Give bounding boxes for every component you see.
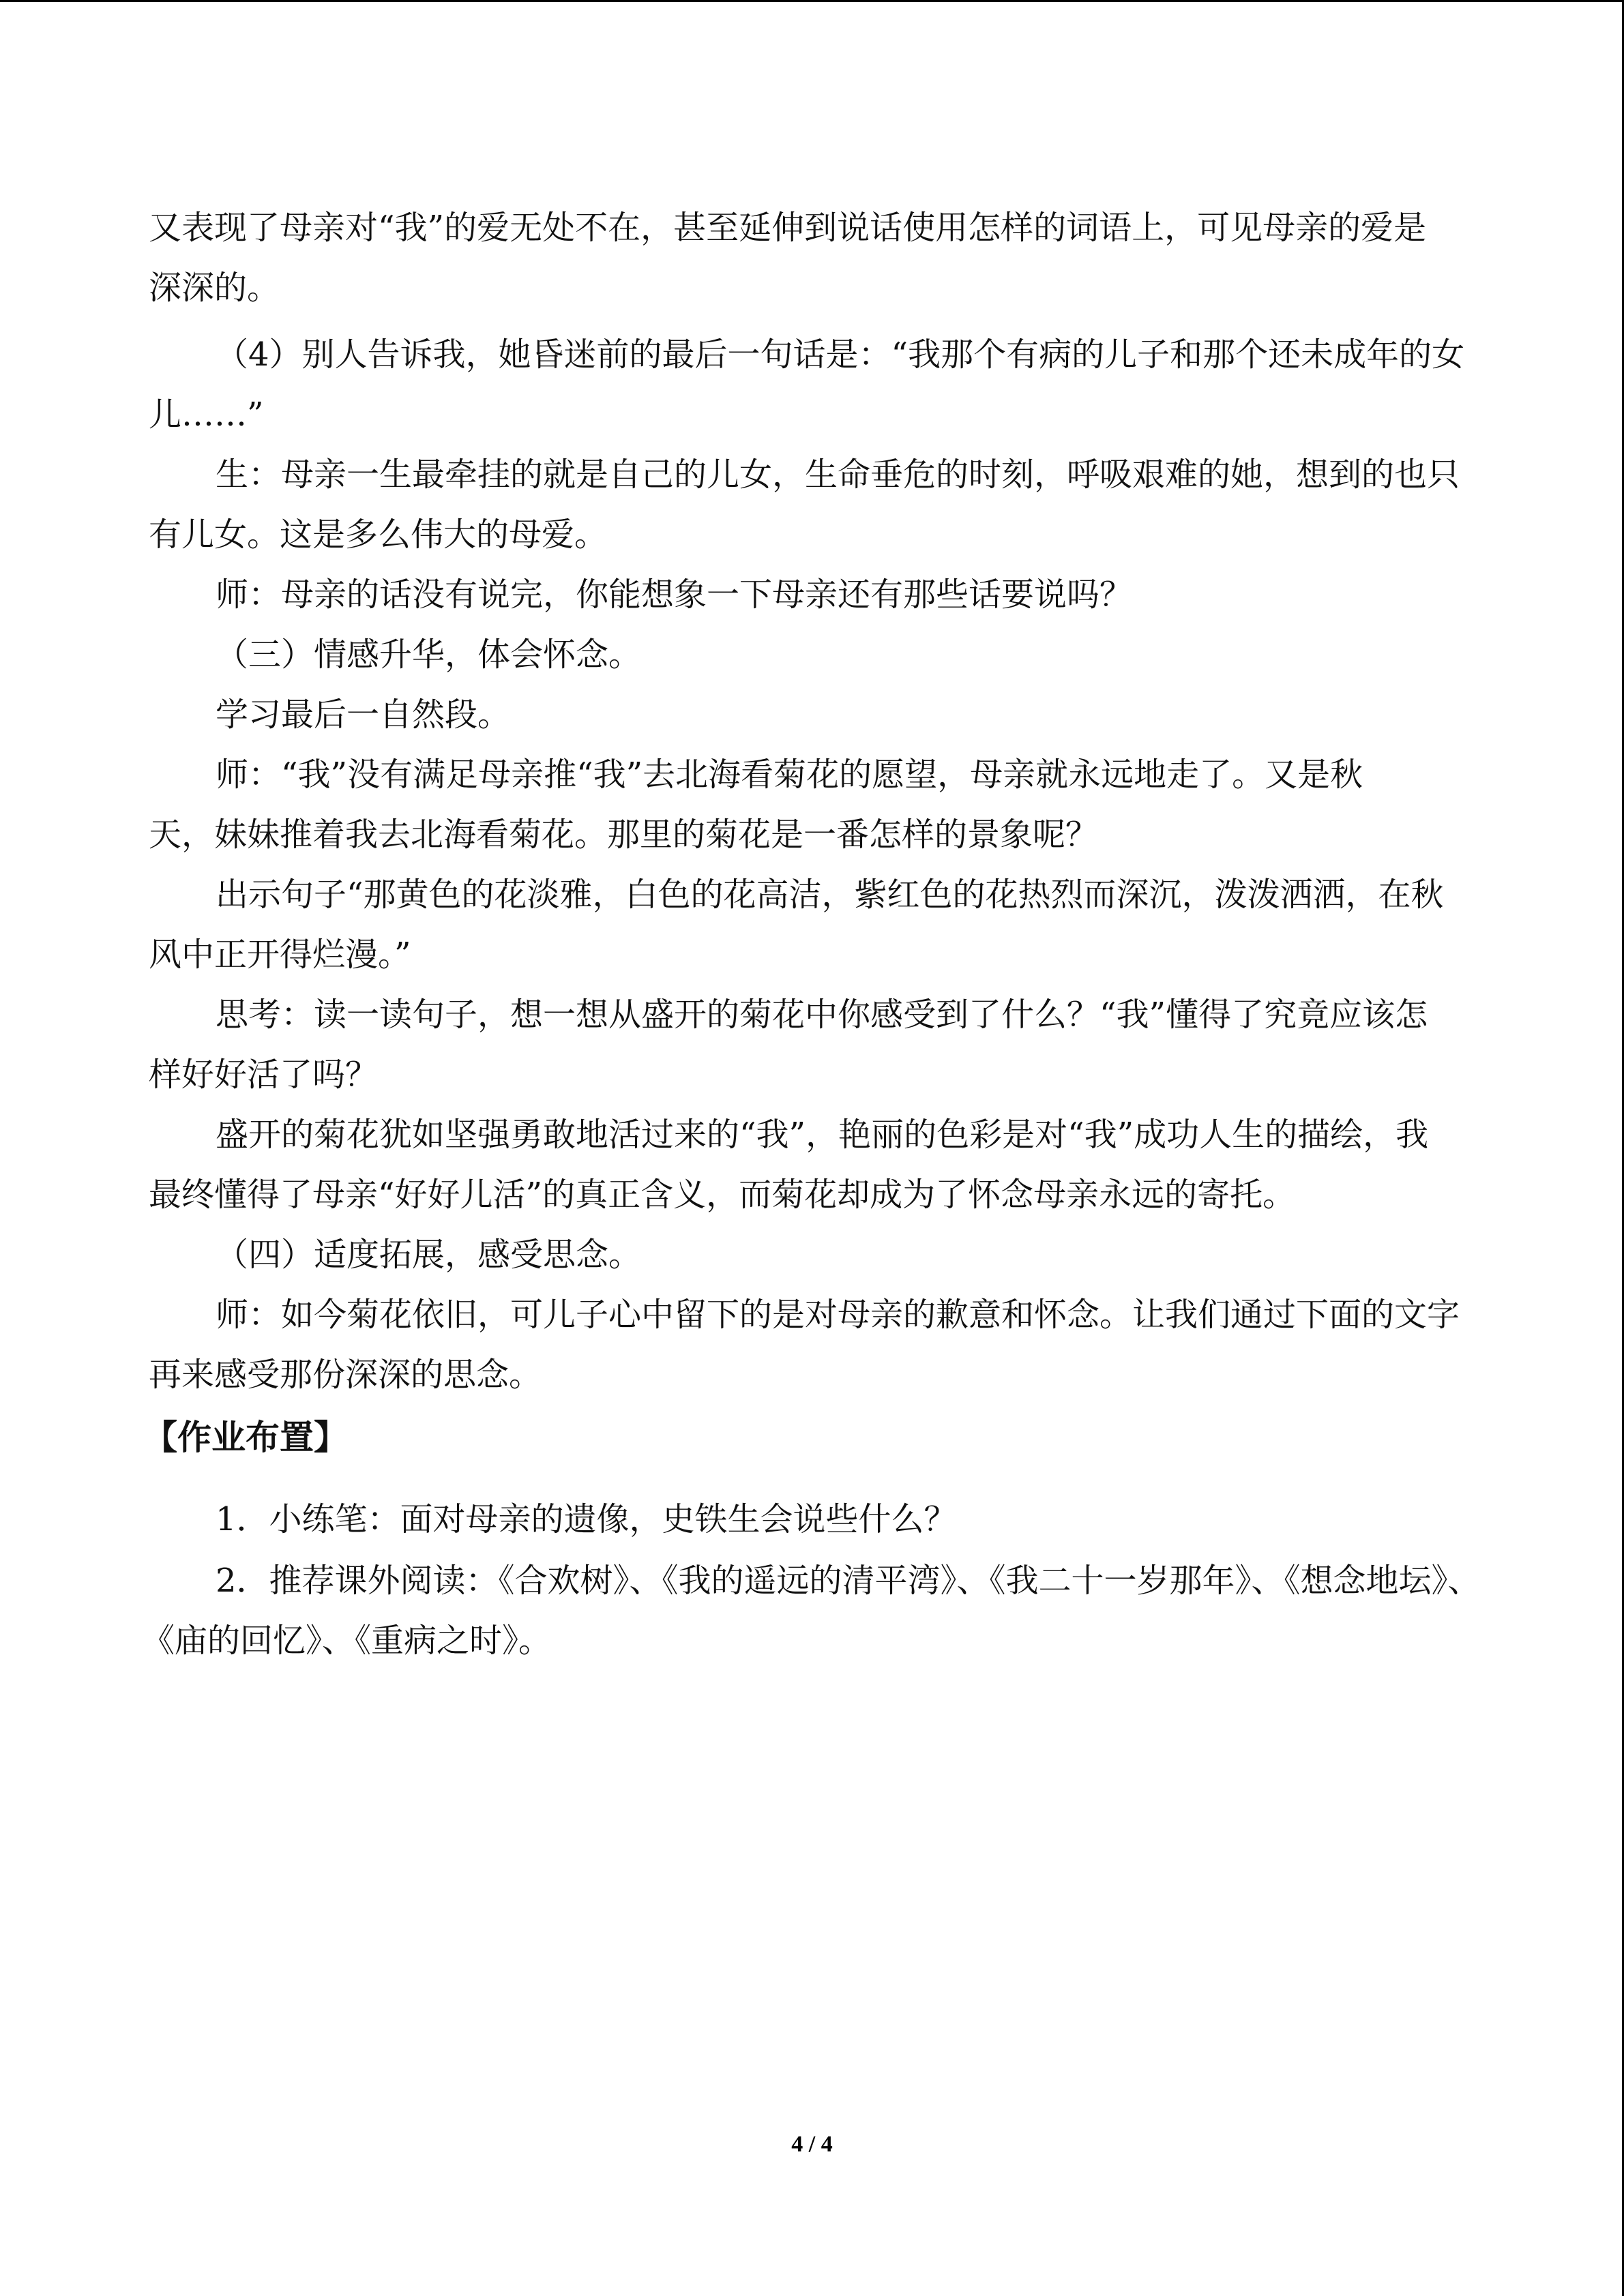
body-line: 有儿女。这是多么伟大的母爱。 — [149, 516, 608, 554]
body-line: 风中正开得烂漫。” — [149, 936, 411, 974]
body-line: 师：母亲的话没有说完，你能想象一下母亲还有那些话要说吗？ — [216, 576, 1133, 614]
body-line: （4）别人告诉我，她昏迷前的最后一句话是：“我那个有病的儿子和那个还未成年的女 — [216, 336, 1465, 374]
body-line: 学习最后一自然段。 — [216, 696, 511, 734]
body-line: 出示句子“那黄色的花淡雅，白色的花高洁，紫红色的花热烈而深沉，泼泼洒洒，在秋 — [216, 876, 1444, 914]
body-line: 又表现了母亲对“我”的爱无处不在，甚至延伸到说话使用怎样的词语上，可见母亲的爱是 — [149, 209, 1427, 247]
homework-item: 1．小练笔：面对母亲的遗像，史铁生会说些什么？ — [216, 1500, 957, 1538]
body-line: 盛开的菊花犹如坚强勇敢地活过来的“我”，艳丽的色彩是对“我”成功人生的描绘，我 — [216, 1116, 1429, 1154]
body-line: 最终懂得了母亲“好好儿活”的真正含义，而菊花却成为了怀念母亲永远的寄托。 — [149, 1176, 1296, 1214]
section-heading: （四）适度拓展，感受思念。 — [216, 1236, 642, 1274]
body-line: 生：母亲一生最牵挂的就是自己的儿女，生命垂危的时刻，呼吸艰难的她，想到的也只 — [216, 456, 1460, 494]
body-line: 师：如今菊花依旧，可儿子心中留下的是对母亲的歉意和怀念。让我们通过下面的文字 — [216, 1296, 1460, 1334]
page-number: 4 / 4 — [791, 2132, 833, 2157]
body-line: 思考：读一读句子，想一想从盛开的菊花中你感受到了什么？“我”懂得了究竟应该怎 — [216, 996, 1428, 1034]
homework-item: 2．推荐课外阅读：《合欢树》、《我的遥远的清平湾》、《我二十一岁那年》、《想念地坛》、 — [216, 1562, 1481, 1600]
body-line: 天，妹妹推着我去北海看菊花。那里的菊花是一番怎样的景象呢？ — [149, 816, 1099, 854]
section-heading: （三）情感升华，体会怀念。 — [216, 636, 642, 674]
body-line: 深深的。 — [149, 269, 280, 307]
homework-heading: 【作业布置】 — [143, 1418, 348, 1457]
homework-item: 《庙的回忆》、《重病之时》。 — [142, 1622, 552, 1660]
body-line: 再来感受那份深深的思念。 — [149, 1356, 542, 1394]
body-line: 样好好活了吗？ — [149, 1056, 379, 1094]
body-line: 儿……” — [149, 396, 264, 434]
body-line: 师：“我”没有满足母亲推“我”去北海看菊花的愿望，母亲就永远地走了。又是秋 — [216, 756, 1363, 794]
